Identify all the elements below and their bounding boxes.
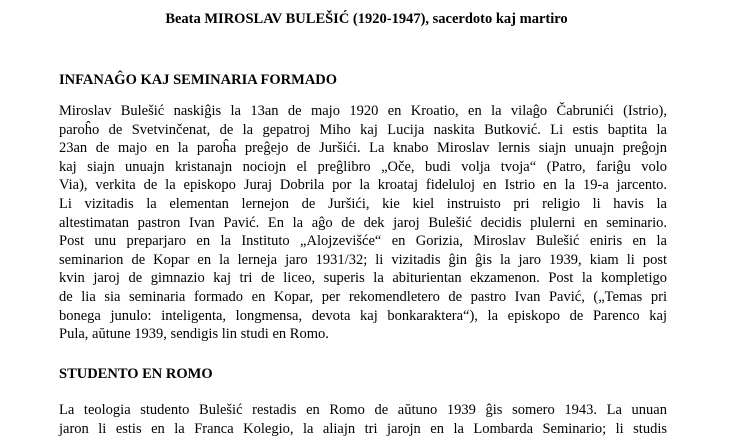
- text-line: Post unu preparjaro en la Instituto „Alojzevišće“ en Gorizia, Miroslav Bulešić eniris en la: [59, 233, 667, 250]
- text-line: Li vizitadis la elementan lernejon de Juršići, kie kiel instruisto pri religio li havis la: [59, 195, 667, 212]
- text-line: bonega junulo: inteligenta, longmensa, devota kaj bonkaraktera“), la episkopo de Parenco kaj: [59, 307, 667, 324]
- text-line: Miroslav Bulešić naskiĝis la 13an de majo 1920 en Kroatio, en la vilaĝo Čabrunići (Istrio),: [59, 103, 667, 119]
- text-line: paroĥo de Svetvinčenat, de la gepatroj Miho kaj Lucija naskita Butković. Li estis baptita la: [59, 121, 667, 138]
- text-line-with-cursor[interactable]: [59, 325, 667, 344]
- text-line: de lia sia seminaria formado en Kopar, per rekomendletero de pastro Ivan Pavić, („Temas pri: [59, 288, 667, 305]
- text-line: seminarion de Kopar en la lerneja jaro 1931/32; li vizitadis ĝin ĝis la jaro 1939, kiam li post: [59, 251, 667, 268]
- section-heading-infancy: INFANAĜO KAJ SEMINARIA FORMADO: [59, 72, 338, 88]
- section-heading-rome: STUDENTO EN ROMO: [59, 366, 213, 382]
- text-line: altestimatan pastron Ivan Pavić. En la aĝo de dek jaroj Bulešić decidis plulerni en seminario.: [59, 214, 667, 231]
- text-line: La teologia studento Bulešić restadis en Romo de aŭtuno 1939 ĝis somero 1943. La unuan: [59, 402, 667, 418]
- document-title: Beata MIROSLAV BULEŠIĆ (1920-1947), sacerdoto kaj martiro: [165, 11, 568, 27]
- text-line: kvin jaroj de gimnazio kaj tri de liceo, superis la abiturientan ekzamenon. Post la kompletigo: [59, 270, 667, 287]
- text-line: Via), verkita de la episkopo Juraj Dobrila por la kroataj fideluloj en Istrio en la 19-a jarcento.: [59, 177, 667, 194]
- paragraph-rome: [59, 401, 667, 438]
- text-line: 23an de majo en la paroĥa preĝejo de Juršići. La knabo Miroslav lernis siajn unuajn preĝojn: [59, 140, 667, 157]
- text-line: kaj siajn unuajn kristanajn nociojn el preĝlibro „Oče, budi volja tvoja“ (Patro, fariĝu volo: [59, 158, 667, 175]
- text-line: jaron li estis en la Franca Kolegio, la aliajn tri jarojn en la Lombarda Seminario; li studis: [59, 420, 667, 437]
- paragraph-infancy: [59, 102, 667, 344]
- text-line: Pula, aŭtune 1939, sendigis lin studi en Romo.: [59, 326, 329, 343]
